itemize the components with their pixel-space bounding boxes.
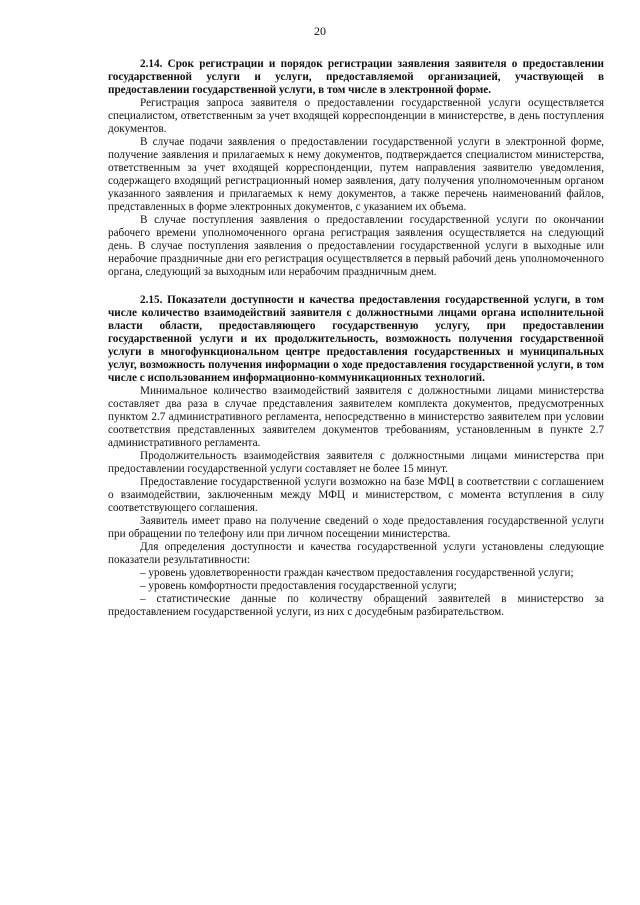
paragraph: Для определения доступности и качества государственной услуги установлены следующие показатели результативности: [108,541,604,566]
document-body [108,58,604,619]
paragraph: Регистрация запроса заявителя о предоставлении государственной услуги осуществляется специалистом, ответственным за учет входящей корреспонденции в министерстве, в день поступления документов. [108,97,604,135]
page-number: 20 [314,24,326,38]
section-heading-2-15: 2.15. Показатели доступности и качества предоставления государственной услуги, в том числе количество взаимодействий заявителя с должностными лицами органа исполнительной власти области, предоставляющего государственную услугу, при предоставлении государственной услуги и их продолжительность, возможность получения государственной услуги в многофункциональном центре предоставления государственных и муниципальных услуг, возможность получения информации о ходе предоставления государственной услуги, в том числе с использованием информационно-коммуникационных технологий. [108,294,604,384]
list-item: – статистические данные по количеству обращений заявителей в министерство за предоставлением государственной услуги, из них с досудебным разбирательством. [108,593,604,618]
list-item: – уровень комфортности предоставления государственной услуги; [140,580,457,592]
paragraph: В случае подачи заявления о предоставлении государственной услуги в электронной форме, получение заявления и прилагаемых к нему документов, подтверждается специалистом министерства, ответственным за учет входящей корреспонденции, путем направления заявителю уведомления, содержащего входящий регистрационный номер заявления, дату получения уполномоченным органом указанного заявления и прилагаемых к нему документов, а также перечень наименований файлов, представленных в форме электронных документов, с указанием их объема. [108,136,604,213]
list-item: – уровень удовлетворенности граждан качеством предоставления государственной услуги; [140,567,574,579]
paragraph: Продолжительность взаимодействия заявителя с должностными лицами министерства при предоставлении государственной услуги составляет не более 15 минут. [108,450,604,475]
section-gap [108,279,604,294]
paragraph: Предоставление государственной услуги возможно на базе МФЦ в соответствии с соглашением о взаимодействии, заключенным между МФЦ и министерством, с момента вступления в силу соответствующего соглашения. [108,476,604,514]
section-heading-2-14: 2.14. Срок регистрации и порядок регистрации заявления заявителя о предоставлении государственной услуги и услуги, предоставляемой организацией, участвующей в предоставлении государственной услуги, в том числе в электронной форме. [108,58,604,96]
paragraph: В случае поступления заявления о предоставлении государственной услуги по окончании рабочего времени уполномоченного органа регистрация заявления осуществляется на следующий день. В случае поступления заявления о предоставлении государственной услуги в выходные или нерабочие праздничные дни его регистрация осуществляется в первый рабочий день уполномоченного органа, следующий за выходным или нерабочим праздничным днем. [108,214,604,278]
paragraph: Минимальное количество взаимодействий заявителя с должностными лицами министерства составляет два раза в случае представления заявителем комплекта документов, предусмотренных пунктом 2.7 административного регламента, непосредственно в министерство заявителем при условии соответствия представленных заявителем документов требованиям, установленным в пункте 2.7 административного регламента. [108,385,604,449]
paragraph: Заявитель имеет право на получение сведений о ходе предоставления государственной услуги при обращении по телефону или при личном посещении министерства. [108,515,604,540]
